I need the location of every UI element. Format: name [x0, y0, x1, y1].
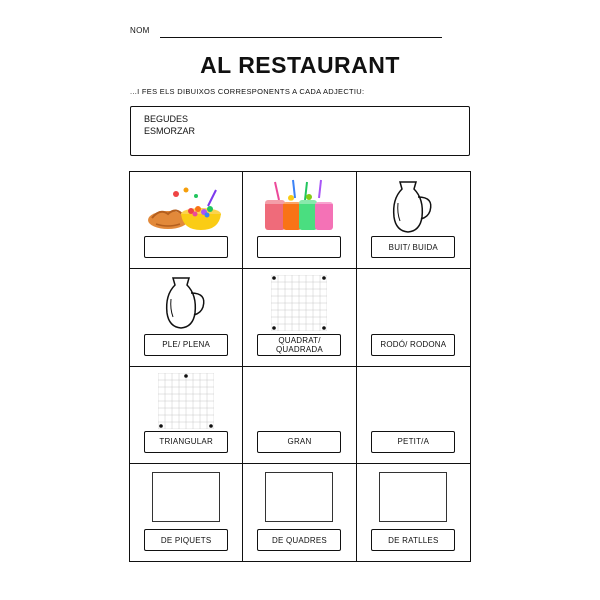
drawing-square[interactable]	[379, 472, 447, 522]
jug-icon	[161, 275, 211, 331]
grid-cell-breakfast	[130, 172, 243, 269]
page-title: AL RESTAURANT	[200, 52, 400, 78]
adjective-label-box[interactable]: BUIT/ BUIDA	[371, 236, 455, 258]
grid-cell-striped	[357, 464, 470, 561]
grid-cell-triangle	[130, 367, 243, 464]
name-line[interactable]	[160, 37, 442, 38]
dot-grid-triangle-icon	[158, 373, 214, 429]
grid-cell-dotted	[130, 464, 243, 561]
adjective-label-box[interactable]: QUADRAT/ QUADRADA	[257, 334, 341, 356]
grid-cell-big	[243, 367, 356, 464]
adjective-label-box[interactable]: DE PIQUETS	[144, 529, 228, 551]
grid-cell-drinks	[243, 172, 356, 269]
grid-cell-square	[243, 269, 356, 366]
dot-grid-square-icon	[271, 275, 327, 331]
adjective-label-box[interactable]: DE QUADRES	[257, 529, 341, 551]
breakfast-croissant-cereal-icon	[146, 184, 226, 234]
grid-cell-checkered	[243, 464, 356, 561]
word-bank-box	[130, 106, 470, 156]
adjective-label-box[interactable]: DE RATLLES	[371, 529, 455, 551]
drawing-square[interactable]	[152, 472, 220, 522]
grid-cell-small	[357, 367, 470, 464]
worksheet-grid	[129, 171, 471, 562]
grid-cell-round	[357, 269, 470, 366]
adjective-label-box[interactable]: GRAN	[257, 431, 341, 453]
adjective-label-box[interactable]: TRIANGULAR	[144, 431, 228, 453]
name-field	[130, 24, 442, 40]
instruction-text: ...I FES ELS DIBUIXOS CORRESPONENTS A CADA ADJECTIU:	[130, 87, 365, 96]
drawing-square[interactable]	[265, 472, 333, 522]
name-label: NOM	[130, 26, 150, 35]
grid-cell-empty-jug	[357, 172, 470, 269]
adjective-label-box[interactable]	[144, 236, 228, 258]
word-bank-item: BEGUDES	[144, 114, 189, 124]
adjective-label-box[interactable]: PETIT/A	[371, 431, 455, 453]
juice-drinks-icon	[259, 178, 339, 234]
grid-cell-full	[130, 269, 243, 366]
adjective-label-box[interactable]: PLE/ PLENA	[144, 334, 228, 356]
adjective-label-box[interactable]: RODÓ/ RODONA	[371, 334, 455, 356]
word-bank-item: ESMORZAR	[144, 126, 196, 136]
empty-jug-icon	[388, 179, 438, 235]
adjective-label-box[interactable]	[257, 236, 341, 258]
